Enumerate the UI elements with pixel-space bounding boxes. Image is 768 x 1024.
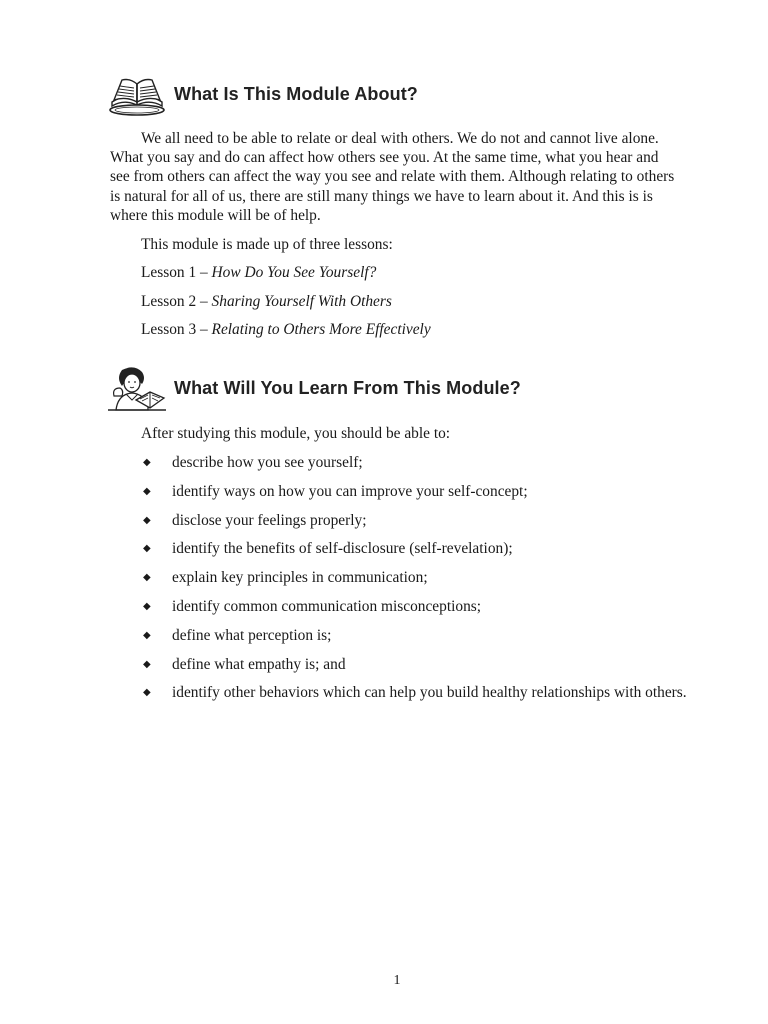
section-title-learn: What Will You Learn From This Module? [174,377,521,398]
objective-text: disclose your feelings properly; [172,511,367,529]
lessons-intro: This module is made up of three lessons: [141,236,393,253]
list-item [110,453,690,472]
lesson-title: Relating to Others More Effectively [211,321,431,338]
diamond-bullet-icon: ◆ [143,485,151,497]
list-item [110,511,690,530]
lesson-item [141,292,392,311]
list-item [110,482,690,501]
objective-text: define what perception is; [172,626,332,644]
objectives-intro: After studying this module, you should be able to: [141,425,451,442]
list-item [110,597,690,616]
lesson-item [141,263,376,282]
objective-text: identify ways on how you can improve your self-concept; [172,482,528,500]
section-header-learn [108,366,521,410]
objective-text: explain key principles in communication; [172,569,428,587]
lesson-item [141,320,431,339]
page-number: 1 [393,973,401,988]
diamond-bullet-icon: ◆ [143,629,151,641]
objective-text: identify other behaviors which can help you build healthy relationships with others. [172,684,687,702]
objectives-list [110,453,690,712]
diamond-bullet-icon: ◆ [143,543,151,555]
diamond-bullet-icon: ◆ [143,514,151,526]
list-item [110,683,690,702]
list-item [110,655,690,674]
lesson-prefix: Lesson 1 – [141,264,212,281]
section-header-about [108,72,418,116]
student-reading-icon [108,366,166,410]
lesson-title: Sharing Yourself With Others [211,293,392,310]
objective-text: describe how you see yourself; [172,454,363,471]
diamond-bullet-icon: ◆ [143,457,151,468]
diamond-bullet-icon: ◆ [143,658,151,670]
lesson-prefix: Lesson 2 – [141,293,212,310]
section-title-about: What Is This Module About? [174,83,418,104]
list-item [110,539,690,558]
list-item [110,626,690,645]
lesson-prefix: Lesson 3 – [141,321,212,338]
intro-paragraph: We all need to be able to relate or deal with others. We do not and cannot live alone. What you say and do can affect how others see you. At the same time, what you hear and see from others can affect the way you see and relate with them. Although relating to others is natural for all of us, there are still many things we have to learn about it. And this is is where this module will be of help. [110,130,675,224]
diamond-bullet-icon: ◆ [143,600,151,612]
objective-text: identify the benefits of self-disclosure (self-revelation); [172,540,513,558]
diamond-bullet-icon: ◆ [143,572,151,584]
list-item [110,568,690,587]
objective-text: identify common communication misconceptions; [172,597,482,615]
diamond-bullet-icon: ◆ [143,687,151,699]
objective-text: define what empathy is; and [172,655,346,673]
lesson-title: How Do You See Yourself? [211,264,377,281]
open-book-icon [108,72,166,116]
